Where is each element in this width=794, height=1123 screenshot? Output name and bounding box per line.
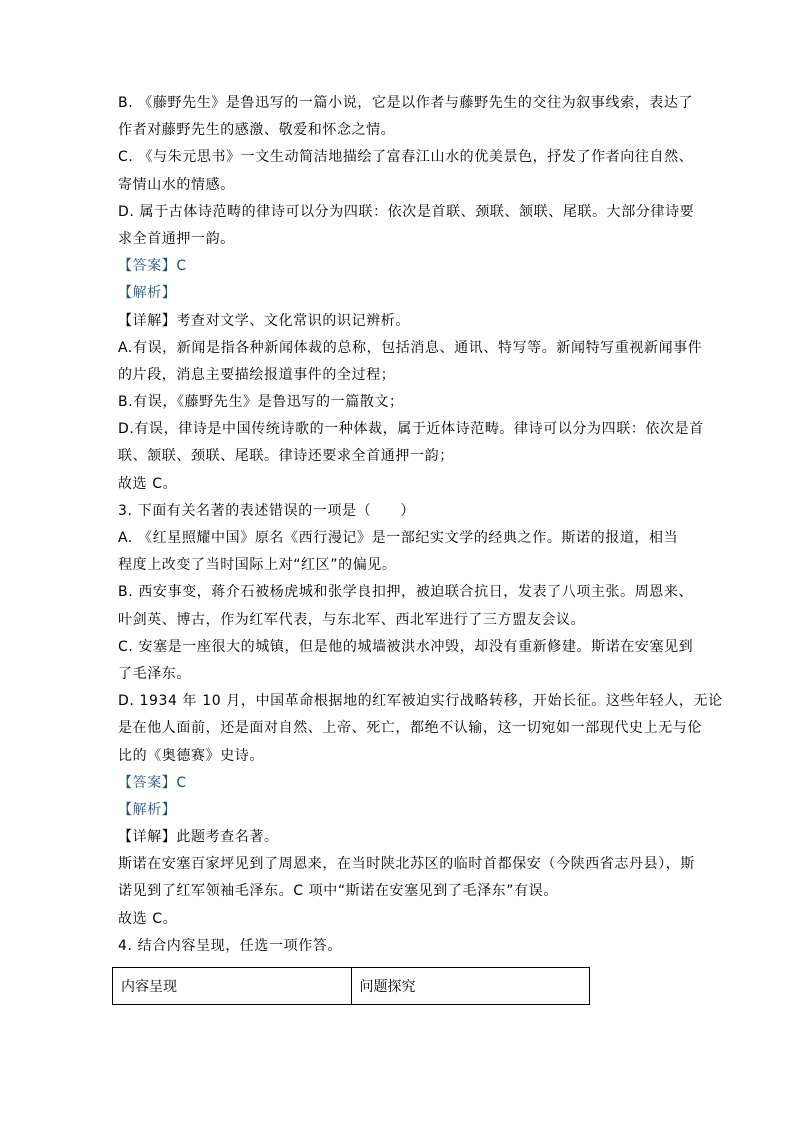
text-line: 寄情山水的情感。 (118, 176, 235, 193)
text-line: C. 安塞是一座很大的城镇，但是他的城墙被洪水冲毁，却没有重新修建。斯诺在安塞见到 (118, 638, 694, 655)
text-line: 斯诺在安塞百家坪见到了周恩来，在当时陕北苏区的临时首都保安（今陕西省志丹县），斯 (118, 856, 695, 873)
document-body (118, 90, 723, 960)
text-line: 3. 下面有关名著的表述错误的一项是（ ） (118, 502, 416, 519)
section-tag-line: 【答案】C (118, 774, 187, 791)
text-line: 诺见到了红军领袖毛泽东。C 项中“斯诺在安塞见到了毛泽东”有误。 (118, 883, 558, 900)
text-line: D.有误，律诗是中国传统诗歌的一种体裁，属于近体诗范畴。律诗可以分为四联：依次是首 (118, 421, 704, 438)
text-line: B. 西安事变，蒋介石被杨虎城和张学良扣押，被迫联合抗日，发表了八项主张。周恩来、 (118, 584, 694, 601)
text-line: 比的《奥德赛》史诗。 (118, 747, 264, 764)
text-line: 【详解】考查对文学、文化常识的识记辨析。 (118, 312, 410, 329)
answer-table (112, 967, 590, 1005)
table-header-content: 内容呈现 (113, 968, 352, 1005)
text-line: 是在他人面前，还是面对自然、上帝、死亡，都绝不认输，这一切宛如一部现代史上无与伦 (118, 720, 702, 737)
text-line: A. 《红星照耀中国》原名《西行漫记》是一部纪实文学的经典之作。斯诺的报道，相当 (118, 530, 679, 546)
text-line: 故选 C。 (118, 475, 178, 492)
text-line: 求全首通押一韵。 (118, 230, 235, 247)
text-line: 叶剑英、博古，作为红军代表，与东北军、西北军进行了三方盟友会议。 (118, 611, 586, 628)
section-tag-line: 【解析】 (118, 285, 177, 302)
text-line: 了毛泽东。 (118, 665, 191, 682)
section-tag-line: 【答案】C (118, 258, 187, 275)
text-line: D. 1934 年 10 月，中国革命根据地的红军被迫实行战略转移，开始长征。这些年轻人，无论 (118, 693, 723, 710)
table-header-question: 问题探究 (351, 968, 590, 1005)
text-line: A.有误，新闻是指各种新闻体裁的总称，包括消息、通讯、特写等。新闻特写重视新闻事件 (118, 339, 703, 356)
text-line: B. 《藤野先生》是鲁迅写的一篇小说，它是以作者与藤野先生的交往为叙事线索，表达了 (118, 95, 694, 111)
text-line: 4. 结合内容呈现，任选一项作答。 (118, 937, 343, 954)
text-line: 作者对藤野先生的感激、敬爱和怀念之情。 (118, 122, 396, 139)
text-line: 【详解】此题考查名著。 (118, 829, 279, 846)
table-row (113, 968, 590, 1005)
text-line: B.有误，《藤野先生》是鲁迅写的一篇散文； (118, 394, 404, 411)
text-line: 程度上改变了当时国际上对“红区”的偏见。 (118, 557, 397, 574)
text-line: D. 属于古体诗范畴的律诗可以分为四联：依次是首联、颈联、颔联、尾联。大部分律诗要 (118, 203, 695, 220)
text-line: C. 《与朱元思书》一文生动简洁地描绘了富春江山水的优美景色，抒发了作者向往自然、 (118, 149, 694, 166)
text-line: 联、颔联、颈联、尾联。律诗还要求全首通押一韵； (118, 448, 454, 465)
section-tag-line: 【解析】 (118, 801, 177, 818)
text-line: 的片段，消息主要描绘报道事件的全过程； (118, 366, 396, 383)
text-line: 故选 C。 (118, 910, 178, 927)
